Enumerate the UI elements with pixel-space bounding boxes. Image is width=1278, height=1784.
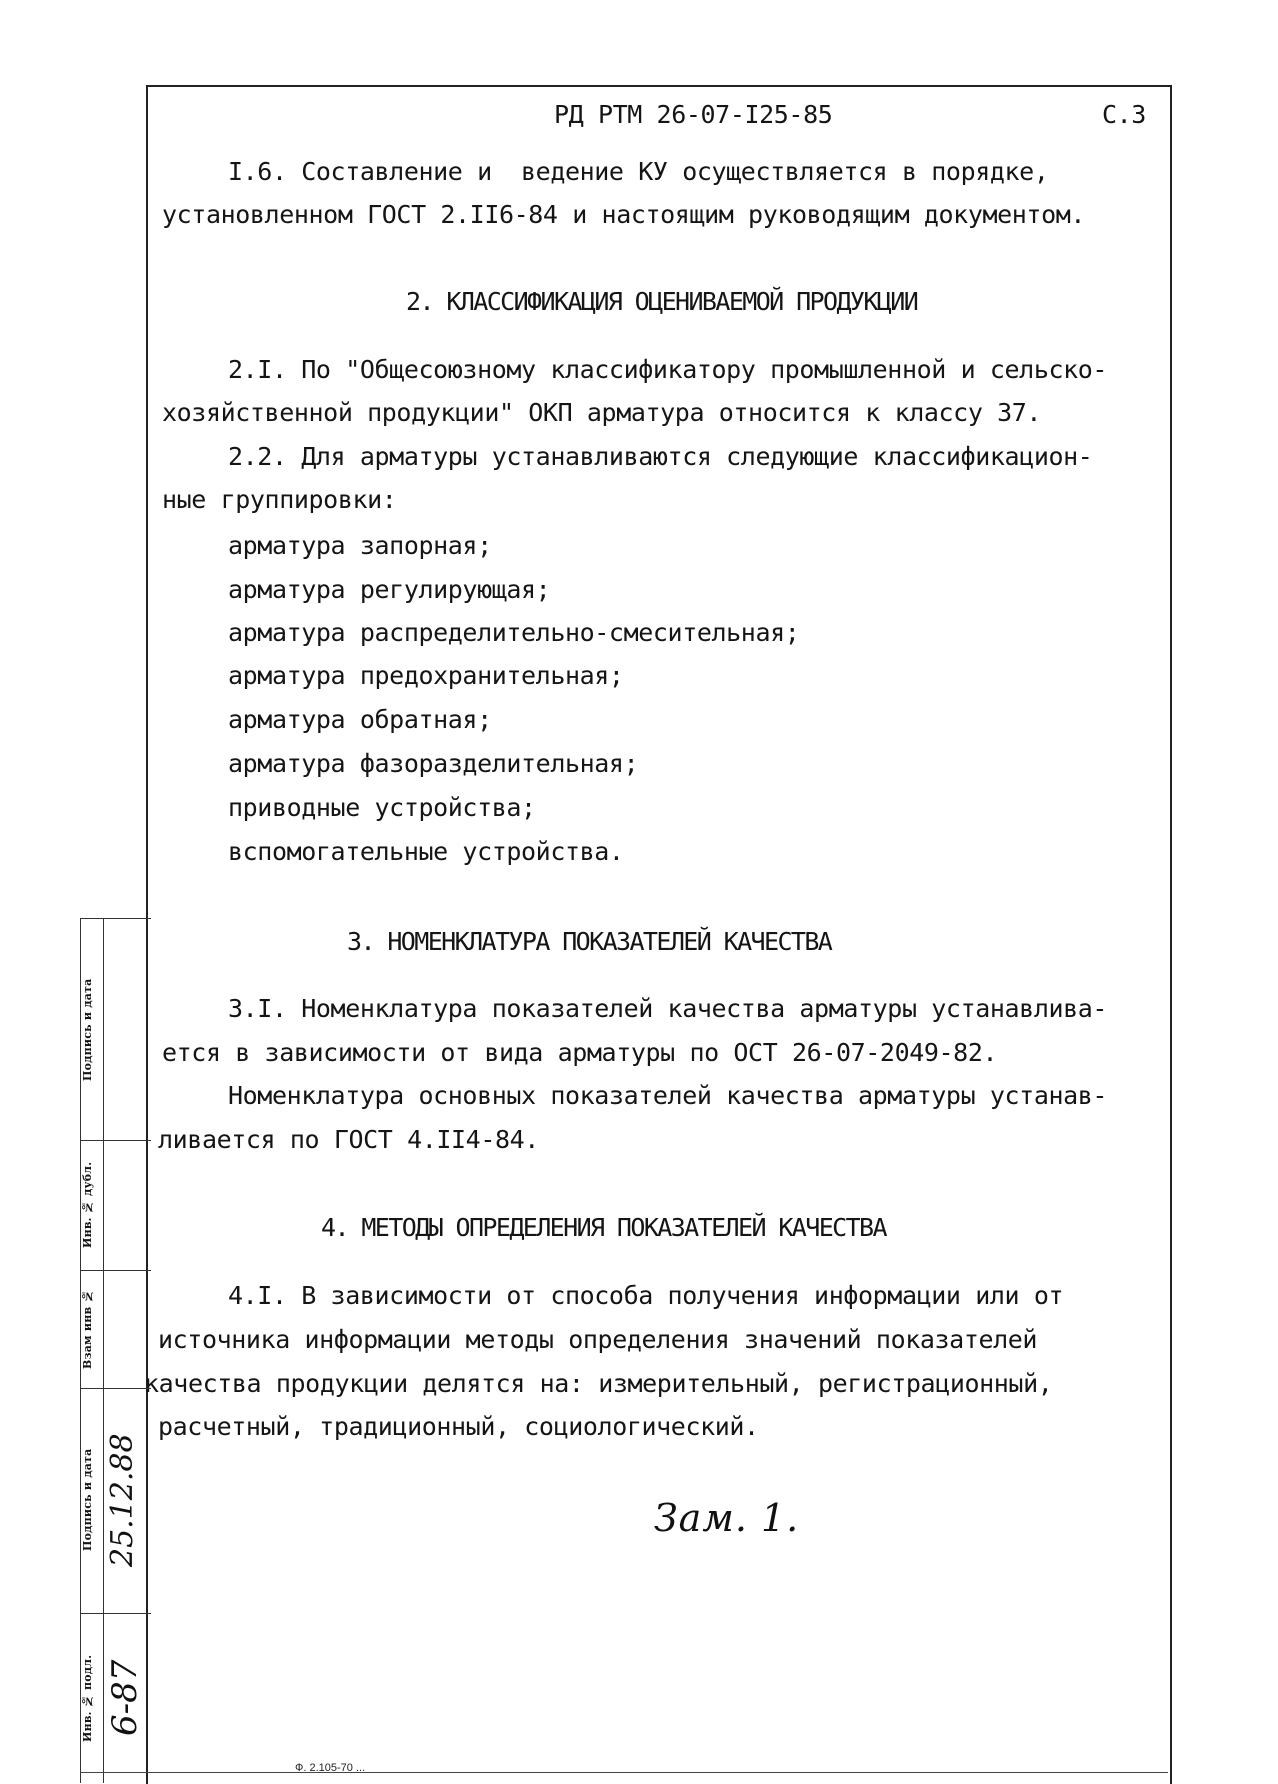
group-list-item: вспомогательные устройства. <box>228 837 624 866</box>
paragraph-3-1-line-1: 3.I. Номенклатура показателей качества арматуры устанавлива- <box>228 994 1108 1023</box>
paragraph-2-2-line-1: 2.2. Для арматуры устанавливаются следующие классификацион- <box>228 442 1093 471</box>
paragraph-4-1-line-3: качества продукции делятся на: измерительный, регистрационный, <box>144 1369 1053 1398</box>
group-list-item: приводные устройства; <box>228 793 536 822</box>
stamp-divider <box>81 1270 151 1271</box>
document-code: РД РТМ 26-07-I25-85 <box>554 100 833 129</box>
group-list-item: арматура запорная; <box>228 531 492 560</box>
stamp-label-signature-date: Подпись и дата <box>81 978 94 1082</box>
section-4-title: 4. МЕТОДЫ ОПРЕДЕЛЕНИЯ ПОКАЗАТЕЛЕЙ КАЧЕСТВА <box>321 1213 886 1242</box>
group-list-item: арматура распределительно-смесительная; <box>228 618 800 647</box>
handwritten-revision-note: Зам. 1. <box>654 1496 800 1540</box>
stamp-label-inv-duplicate: Инв. № дубл. <box>81 1161 94 1249</box>
document-page <box>144 85 1168 1775</box>
stamp-label-signature-date: Подпись и дата <box>81 1448 94 1552</box>
paragraph-4-1-line-1: 4.I. В зависимости от способа получения информации или от <box>228 1281 1064 1310</box>
group-list-item: арматура обратная; <box>228 705 492 734</box>
stamp-label-replacement-inv: Взам инв № <box>81 1289 94 1369</box>
paragraph-4-1-line-4: расчетный, традиционный, социологический. <box>158 1412 759 1441</box>
section-2-title: 2. КЛАССИФИКАЦИЯ ОЦЕНИВАЕМОЙ ПРОДУКЦИИ <box>406 287 918 316</box>
paragraph-1-6-line-1: I.6. Составление и ведение КУ осуществляется в порядке, <box>228 157 1049 186</box>
paragraph-2-1-line-2: хозяйственной продукции" ОКП арматура относится к классу 37. <box>162 398 1042 427</box>
paragraph-2-2-line-2: ные группировки: <box>162 485 397 514</box>
bottom-border <box>80 1772 1168 1773</box>
group-list-item: арматура регулирующая; <box>228 575 551 604</box>
page-number: С.3 <box>1102 100 1146 129</box>
paragraph-3-1-line-3: Номенклатура основных показателей качества арматуры устанав- <box>228 1081 1108 1110</box>
stamp-label-inv-original: Инв. № подл. <box>81 1654 94 1742</box>
paragraph-2-1-line-1: 2.I. По "Общесоюзному классификатору промышленной и сельско- <box>228 355 1108 384</box>
paragraph-1-6-line-2: установленном ГОСТ 2.II6-84 и настоящим руководящим документом. <box>162 200 1086 229</box>
paragraph-3-1-line-2: ется в зависимости от вида арматуры по ОСТ 26-07-2049-82. <box>162 1038 998 1067</box>
handwritten-signature-date: 25.12.88 <box>105 1433 140 1567</box>
paragraph-3-1-line-4: ливается по ГОСТ 4.II4-84. <box>158 1125 539 1154</box>
stamp-divider <box>81 1613 151 1614</box>
stamp-divider <box>81 1140 151 1141</box>
handwritten-inventory-number: 6-87 <box>105 1659 145 1737</box>
group-list-item: арматура предохранительная; <box>228 661 624 690</box>
form-code: Ф. 2.105-70 ... <box>295 1762 366 1774</box>
margin-stamp-block <box>80 918 151 1783</box>
group-list-item: арматура фазоразделительная; <box>228 749 639 778</box>
paragraph-4-1-line-2: источника информации методы определения значений показателей <box>158 1325 1038 1354</box>
section-3-title: 3. НОМЕНКЛАТУРА ПОКАЗАТЕЛЕЙ КАЧЕСТВА <box>347 927 832 956</box>
